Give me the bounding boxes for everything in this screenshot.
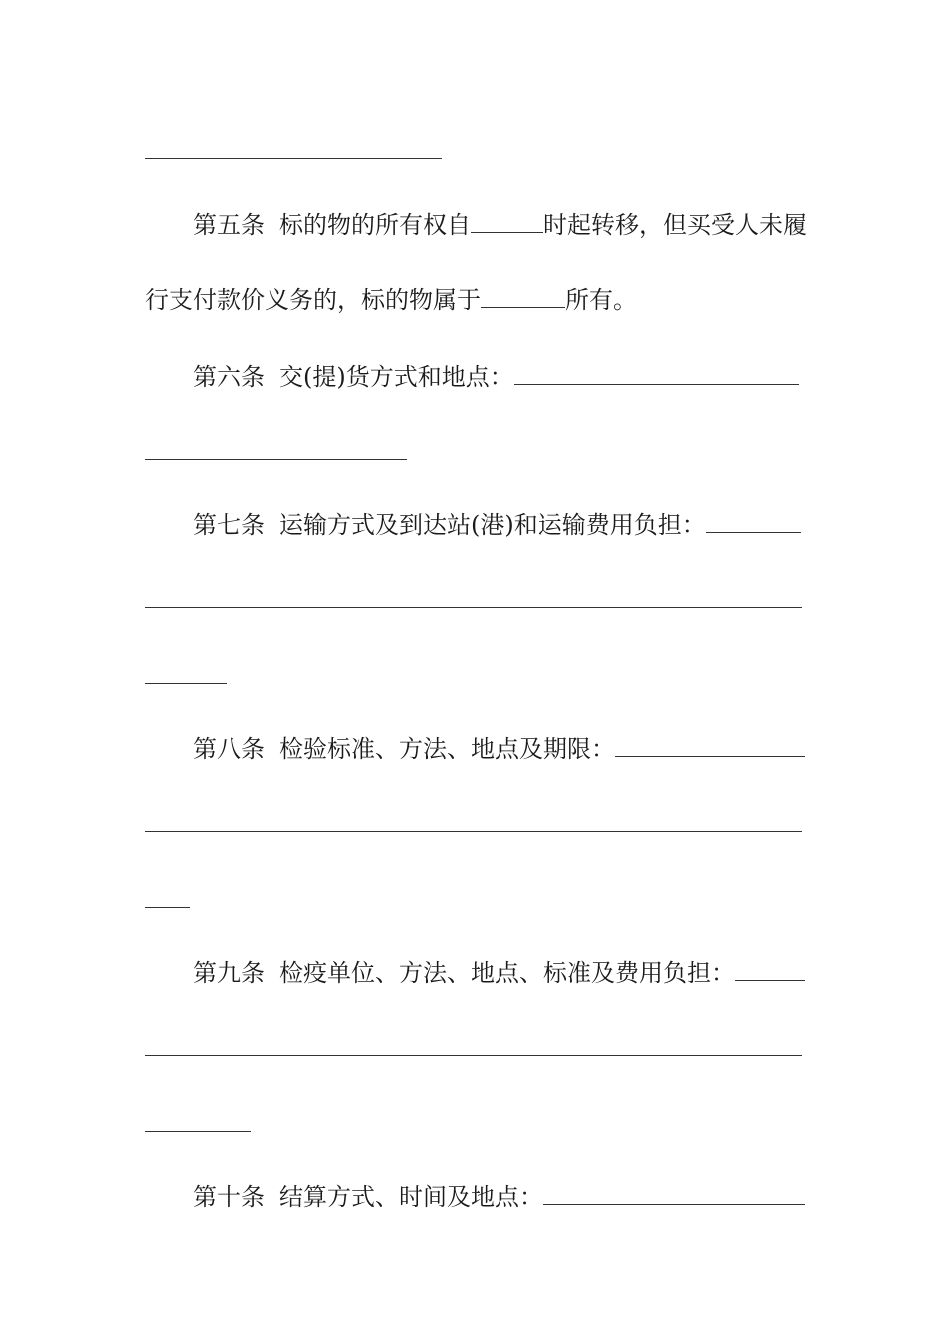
article-10-text: 结算方式、时间及地点： (279, 1183, 543, 1211)
article-8-text: 检验标准、方法、地点及期限： (279, 735, 615, 763)
article-5-text-cont: 时起转移，但买受人未履 (543, 211, 807, 239)
article-8-label: 第八条 (193, 735, 265, 763)
article-5-text: 标的物的所有权自 (279, 211, 471, 239)
fill-blank (514, 364, 799, 385)
article-7-line-1 (193, 510, 807, 540)
article-5-line-1 (193, 210, 807, 240)
fill-blank (471, 212, 543, 233)
fill-blank (735, 960, 805, 981)
article-10-line-1 (193, 1182, 807, 1212)
article-6-text: 交(提)货方式和地点： (279, 363, 514, 391)
article-9-label: 第九条 (193, 959, 265, 987)
fill-blank-line (145, 907, 190, 908)
fill-blank-line (145, 683, 227, 684)
article-5-line2-text: 行支付款价义务的，标的物属于 (145, 286, 481, 314)
fill-blank (543, 1184, 805, 1205)
fill-blank-line (145, 459, 407, 460)
article-7-text: 运输方式及到达站(港)和运输费用负担： (279, 511, 706, 539)
article-10-label: 第十条 (193, 1183, 265, 1211)
article-5-line2-end: 所有。 (565, 286, 637, 314)
fill-blank-line (145, 1055, 802, 1056)
article-5-label: 第五条 (193, 211, 265, 239)
fill-blank-line (145, 831, 802, 832)
article-7-label: 第七条 (193, 511, 265, 539)
fill-blank-line (145, 158, 442, 159)
article-6-line-1 (193, 362, 807, 392)
fill-blank-line (145, 607, 802, 608)
article-9-line-1 (193, 958, 807, 988)
article-6-label: 第六条 (193, 363, 265, 391)
fill-blank (481, 287, 565, 308)
article-9-text: 检疫单位、方法、地点、标准及费用负担： (279, 959, 735, 987)
fill-blank (706, 512, 801, 533)
fill-blank-line (145, 1131, 251, 1132)
article-8-line-1 (193, 734, 807, 764)
fill-blank (615, 736, 805, 757)
article-5-line-2 (145, 285, 807, 315)
